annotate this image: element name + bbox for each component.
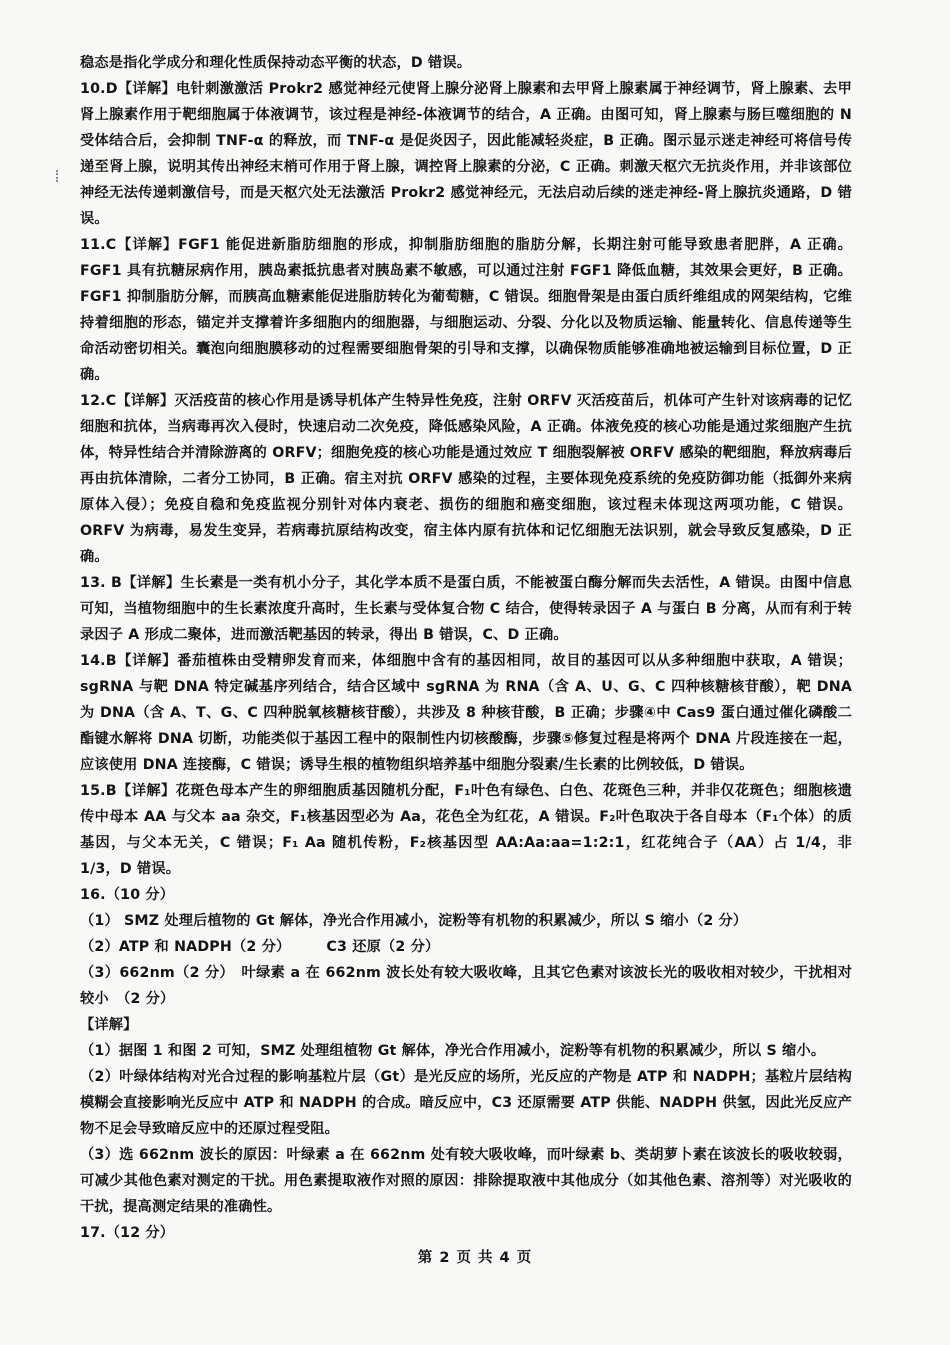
answer-10: 10.D【详解】电针刺激激活 Prokr2 感觉神经元使肾上腺分泌肾上腺素和去甲肾上腺素属于神经调节，肾上腺素、去甲肾上腺素作用于靶细胞属于体液调节，该过程是神经-体液调节的结合，A 正确。由图可知，肾上腺素与肠巨噬细胞的 N 受体结合后，会抑制 TNF-α 的释放，而 TNF-α 是促炎因子，因此能减轻炎症，B 正确。图示显示迷走神经可将信号传递至肾上腺，说明其传出神经末梢可作用于肾上腺，调控肾上腺素的分泌，C 正确。刺激天枢穴无抗炎作用，并非该部位神经无法传递刺激信号，而是天枢穴处无法激活 Prokr2 感觉神经元，无法启动后续的迷走神经-肾上腺抗炎通路，D 错误。 [80, 81, 852, 227]
page-number: 第 2 页 共 4 页 [417, 1250, 533, 1266]
answer-16-part-2: （2）ATP 和 NADPH（2 分） C3 还原（2 分） [80, 939, 440, 955]
answer-16-part-1: （1） SMZ 处理后植物的 Gt 解体，净光合作用减小，淀粉等有机物的积累减少，所以 S 缩小（2 分） [80, 913, 748, 929]
question-17-heading: 17.（12 分） [80, 1225, 175, 1241]
explanation-16-part-1: （1）据图 1 和图 2 可知，SMZ 处理组植物 Gt 解体，净光合作用减小，淀粉等有机物的积累减少，所以 S 缩小。 [80, 1043, 826, 1059]
answer-text-body [80, 50, 852, 1246]
paragraph-9-end: 稳态是指化学成分和理化性质保持动态平衡的状态，D 错误。 [80, 55, 472, 71]
answer-11: 11.C【详解】FGF1 能促进新脂肪细胞的形成，抑制脂肪细胞的脂肪分解，长期注射可能导致患者肥胖，A 正确。FGF1 具有抗糖尿病作用，胰岛素抵抗患者对胰岛素不敏感，可以通过注射 FGF1 降低血糖，其效果会更好，B 正确。FGF1 抑制脂肪分解，而胰高血糖素能促进脂肪转化为葡萄糖，C 错误。细胞骨架是由蛋白质纤维组成的网架结构，它维持着细胞的形态，锚定并支撑着许多细胞内的细胞器，与细胞运动、分裂、分化以及物质运输、能量转化、信息传递等生命活动密切相关。囊泡向细胞膜移动的过程需要细胞骨架的引导和支撑，以确保物质能够准确地被运输到目标位置，D 正确。 [80, 237, 852, 383]
explanation-16-part-2: （2）叶绿体结构对光合过程的影响基粒片层（Gt）是光反应的场所，光反应的产物是 ATP 和 NADPH；基粒片层结构模糊会直接影响光反应中 ATP 和 NADPH 的合成。暗反应中，C3 还原需要 ATP 供能、NADPH 供氢，因此光反应产物不足会导致暗反应中的还原过程受阻。 [80, 1069, 852, 1137]
question-16-heading: 16.（10 分） [80, 887, 175, 903]
answer-16-part-3: （3）662nm（2 分） 叶绿素 a 在 662nm 波长处有较大吸收峰，且其它色素对该波长光的吸收相对较少，干扰相对较小 （2 分） [80, 965, 852, 1007]
answer-13: 13. B【详解】生长素是一类有机小分子，其化学本质不是蛋白质，不能被蛋白酶分解而失去活性，A 错误。由图中信息可知，当植物细胞中的生长素浓度升高时，生长素与受体复合物 C 结合，使得转录因子 A 与蛋白 B 分离，从而有利于转录因子 A 形成二聚体，进而激活靶基因的转录，得出 B 错误，C、D 正确。 [80, 575, 852, 643]
answer-14: 14.B【详解】番茄植株由受精卵发育而来，体细胞中含有的基因相同，故目的基因可以从多种细胞中获取，A 错误；sgRNA 与靶 DNA 特定碱基序列结合，结合区域中 sgRNA 为 RNA（含 A、U、G、C 四种核糖核苷酸），靶 DNA 为 DNA（含 A、T、G、C 四种脱氧核糖核苷酸），共涉及 8 种核苷酸，B 正确；步骤④中 Cas9 蛋白通过催化磷酸二酯键水解将 DNA 切断，功能类似于基因工程中的限制性内切核酸酶，步骤⑤修复过程是将两个 DNA 片段连接在一起，应该使用 DNA 连接酶，C 错误；诱导生根的植物组织培养基中细胞分裂素/生长素的比例较低，D 错误。 [80, 653, 852, 773]
explanation-heading: 【详解】 [80, 1017, 138, 1033]
explanation-16-part-3: （3）选 662nm 波长的原因：叶绿素 a 在 662nm 处有较大吸收峰，而叶绿素 b、类胡萝卜素在该波长的吸收较弱，可减少其他色素对测定的干扰。用色素提取液作对照的原因：排除提取液中其他成分（如其他色素、溶剂等）对光吸收的干扰，提高测定结果的准确性。 [80, 1147, 852, 1215]
answer-15: 15.B【详解】花斑色母本产生的卵细胞质基因随机分配，F₁叶色有绿色、白色、花斑色三种，并非仅花斑色；细胞核遗传中母本 AA 与父本 aa 杂交，F₁核基因型必为 Aa，花色全为红花，A 错误。F₂叶色取决于各自母本（F₁个体）的质基因，与父本无关，C 错误；F₁ Aa 随机传粉，F₂核基因型 AA:Aa:aa=1:2:1，红花纯合子（AA）占 1/4，非 1/3，D 错误。 [80, 783, 852, 877]
scan-artifact [56, 170, 61, 182]
answer-12: 12.C【详解】灭活疫苗的核心作用是诱导机体产生特异性免疫，注射 ORFV 灭活疫苗后，机体可产生针对该病毒的记忆细胞和抗体，当病毒再次入侵时，快速启动二次免疫，降低感染风险，A 正确。体液免疫的核心功能是通过浆细胞产生抗体，特异性结合并清除游离的 ORFV；细胞免疫的核心功能是通过效应 T 细胞裂解被 ORFV 感染的靶细胞，释放病毒后再由抗体清除，二者分工协同，B 正确。宿主对抗 ORFV 感染的过程，主要体现免疫系统的免疫防御功能（抵御外来病原体入侵）；免疫自稳和免疫监视分别针对体内衰老、损伤的细胞和癌变细胞，该过程未体现这两项功能，C 错误。ORFV 为病毒，易发生变异，若病毒抗原结构改变，宿主体内原有抗体和记忆细胞无法识别，就会导致反复感染，D 正确。 [80, 393, 852, 565]
